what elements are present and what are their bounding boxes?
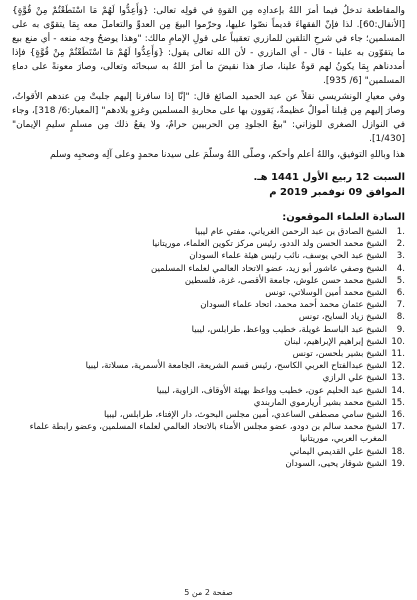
signer-name: الشيخ علي الرازي — [322, 373, 387, 384]
signer-name: الشيخ زياد السايح، تونس — [298, 312, 387, 323]
list-number: 8. — [396, 312, 405, 323]
list-item — [12, 311, 405, 323]
signer-name: الشيخ عبد الحي يوسف، نائب رئيس هيئة علماء السودان — [189, 251, 387, 262]
list-number: 19. — [391, 458, 405, 469]
signer-name: الشيخ إبراهيم الإبراهيم، لبنان — [284, 336, 387, 347]
list-item — [12, 409, 405, 421]
date-hijri: السبت 12 ربيع الأول 1441 هـ. — [253, 172, 405, 183]
list-item — [12, 226, 405, 238]
page-number: صفحة 2 من 5 — [184, 588, 233, 597]
signer-name: الشيخ عبدالفتاح العربي الكاسح، رئيس قسم الشريعة، الجامعة الأسمرية، مسلاتة، ليبيا — [85, 361, 387, 372]
list-number: 7. — [396, 300, 405, 311]
signer-name: الشيخ محمد حسن علوش، جامعة الأقصى، غزة، فلسطين — [184, 275, 387, 286]
signer-name: الشيخ محمد أمين الوسلاتي، تونس — [265, 288, 387, 299]
signer-name: الشيخ محمد الحسن ولد الددو، رئيس مركز تكوين العلماء، موريتانيا — [152, 239, 387, 250]
list-item — [12, 348, 405, 360]
list-item — [12, 372, 405, 384]
list-number: 18. — [391, 446, 405, 457]
list-item — [12, 458, 405, 470]
list-item — [12, 385, 405, 397]
signer-name: الشيخ سامي مصطفى الساعدي، أمين مجلس البحوث، دار الإفتاء، طرابلس، ليبيا — [103, 410, 387, 421]
list-number: 13. — [391, 373, 405, 384]
signer-name: الشيخ بشير بلحسن، تونس — [292, 349, 387, 360]
signer-name: الشيخ محمد سالم بن دودو، عضو مجلس الأمناء بالاتحاد العالمي لعلماء المسلمين، وعضو رابطة علماء المغرب العربي، موريتانيا — [29, 422, 387, 445]
signer-name: الشيخ محمد بشير أريارموي الماربندي — [253, 397, 387, 408]
list-item — [12, 421, 405, 445]
signer-name: الشيخ عثمان محمد أحمد محمد، اتحاد علماء السودان — [200, 300, 387, 311]
list-number: 15. — [391, 397, 405, 408]
list-item — [12, 238, 405, 250]
list-item — [12, 263, 405, 275]
list-number: 2. — [396, 239, 405, 250]
signers-list — [12, 226, 405, 470]
body-paragraph-2: وفي معيارِ الونشريسي نقلاً عن عبد الحميد الصائغ قال: "إنّا إذا سافرنا إليهم جلبتْ مِن عندهم الأقواتُ، وصارَ إليهم مِن قِبلنا أموالٌ عظيمةٌ، يَقوون بها على محاربةِ المسلمين وغزوِ بلادهم" [المعيار:6/ 318]، وجاء في النوازل الصغرى للوزاني: "بيعُ الجلودِ مِن الحربيين حرامٌ، ولا يقعُ ذلك مِن مسلمٍ سليمِ الإيمان" [1/430]. — [12, 92, 405, 144]
list-item — [12, 360, 405, 372]
signer-name: الشيخ علي القديمي اليماني — [289, 446, 387, 457]
list-number: 14. — [391, 385, 405, 396]
list-number: 12. — [391, 361, 405, 372]
signers-heading: السادة العلماء الموقعون: — [282, 212, 405, 223]
list-number: 16. — [391, 410, 405, 421]
list-number: 9. — [396, 324, 405, 335]
body-paragraph-1: والمقاطعة تدخلُ فيما أمرَ اللهُ بإعدادِه مِن القوةِ في قولِه تعالى: {وَأَعِدُّوا لَهُمْ مَا اسْتَطَعْتُمْ مِنْ قُوَّةٍ} [الأنفال:60]. لذا فإنّ الفقهاءَ قديماً نصّوا عليها، وحرّموا البيعَ مِن العدوِّ والتعاملَ معه بِمَا يتقوّى به على المسلمين؛ جاء في شرحِ التلقين للمازري تعقيباً على قولِ الإمامِ مالك: "وهذا يوضحُ وجه منعه - أي منع بيع ما يتقوّون به علينا - قال - أي المازري - لأن الله تعالى يقول: {وَأَعِدُّوا لَهُمْ مَا اسْتَطَعْتُمْ مِنْ قُوَّةٍ} فإذا أمددناهم بِمَا يكونُ لهم قوةٌ علينا، صارَ هذا نقيضَ ما أمرَ اللهُ به سبحانَه وتعالى، وصارَ معونةً على دماءِ المسلمين" [6/ 935]. — [12, 6, 405, 86]
signer-name: الشيخ عبد الحليم عون، خطيب وواعظ بهيئة الأوقاف، الزاوية، ليبيا — [156, 385, 387, 396]
list-number: 10. — [391, 336, 405, 347]
list-number: 11. — [391, 349, 405, 360]
closing-prayer: هذا وباللهِ التوفيق، واللهُ أعلم وأحكم، وصلّى اللهُ وسلّمَ على سيدنا محمدٍ وعلى آلِه وصحبِه وسلم — [49, 150, 405, 160]
signer-name: الشيخ شوقار يحيى، السودان — [285, 458, 387, 469]
date-block — [12, 170, 405, 200]
list-item — [12, 446, 405, 458]
signer-name: الشيخ الصادق بن عبد الرحمن الغرياني، مفتي عام ليبيا — [195, 227, 387, 237]
list-number: 17. — [391, 422, 405, 433]
signer-name: الشيخ وصفي عاشور أبو زيد، عضو الاتحاد العالمي لعلماء المسلمين — [151, 263, 387, 274]
list-item — [12, 324, 405, 336]
list-item — [12, 250, 405, 262]
list-item — [12, 287, 405, 299]
list-number: 3. — [396, 251, 405, 262]
date-gregorian: الموافق 09 نوفمبر 2019 م — [269, 187, 405, 198]
list-number: 4. — [396, 263, 405, 274]
list-item — [12, 397, 405, 409]
list-item — [12, 299, 405, 311]
list-number: 6. — [396, 288, 405, 299]
list-number: 1. — [396, 227, 405, 237]
list-item — [12, 336, 405, 348]
list-number: 5. — [396, 275, 405, 286]
signer-name: الشيخ عبد الباسط غويلة، خطيب وواعظ، طرابلس، ليبيا — [191, 324, 387, 335]
list-item — [12, 275, 405, 287]
